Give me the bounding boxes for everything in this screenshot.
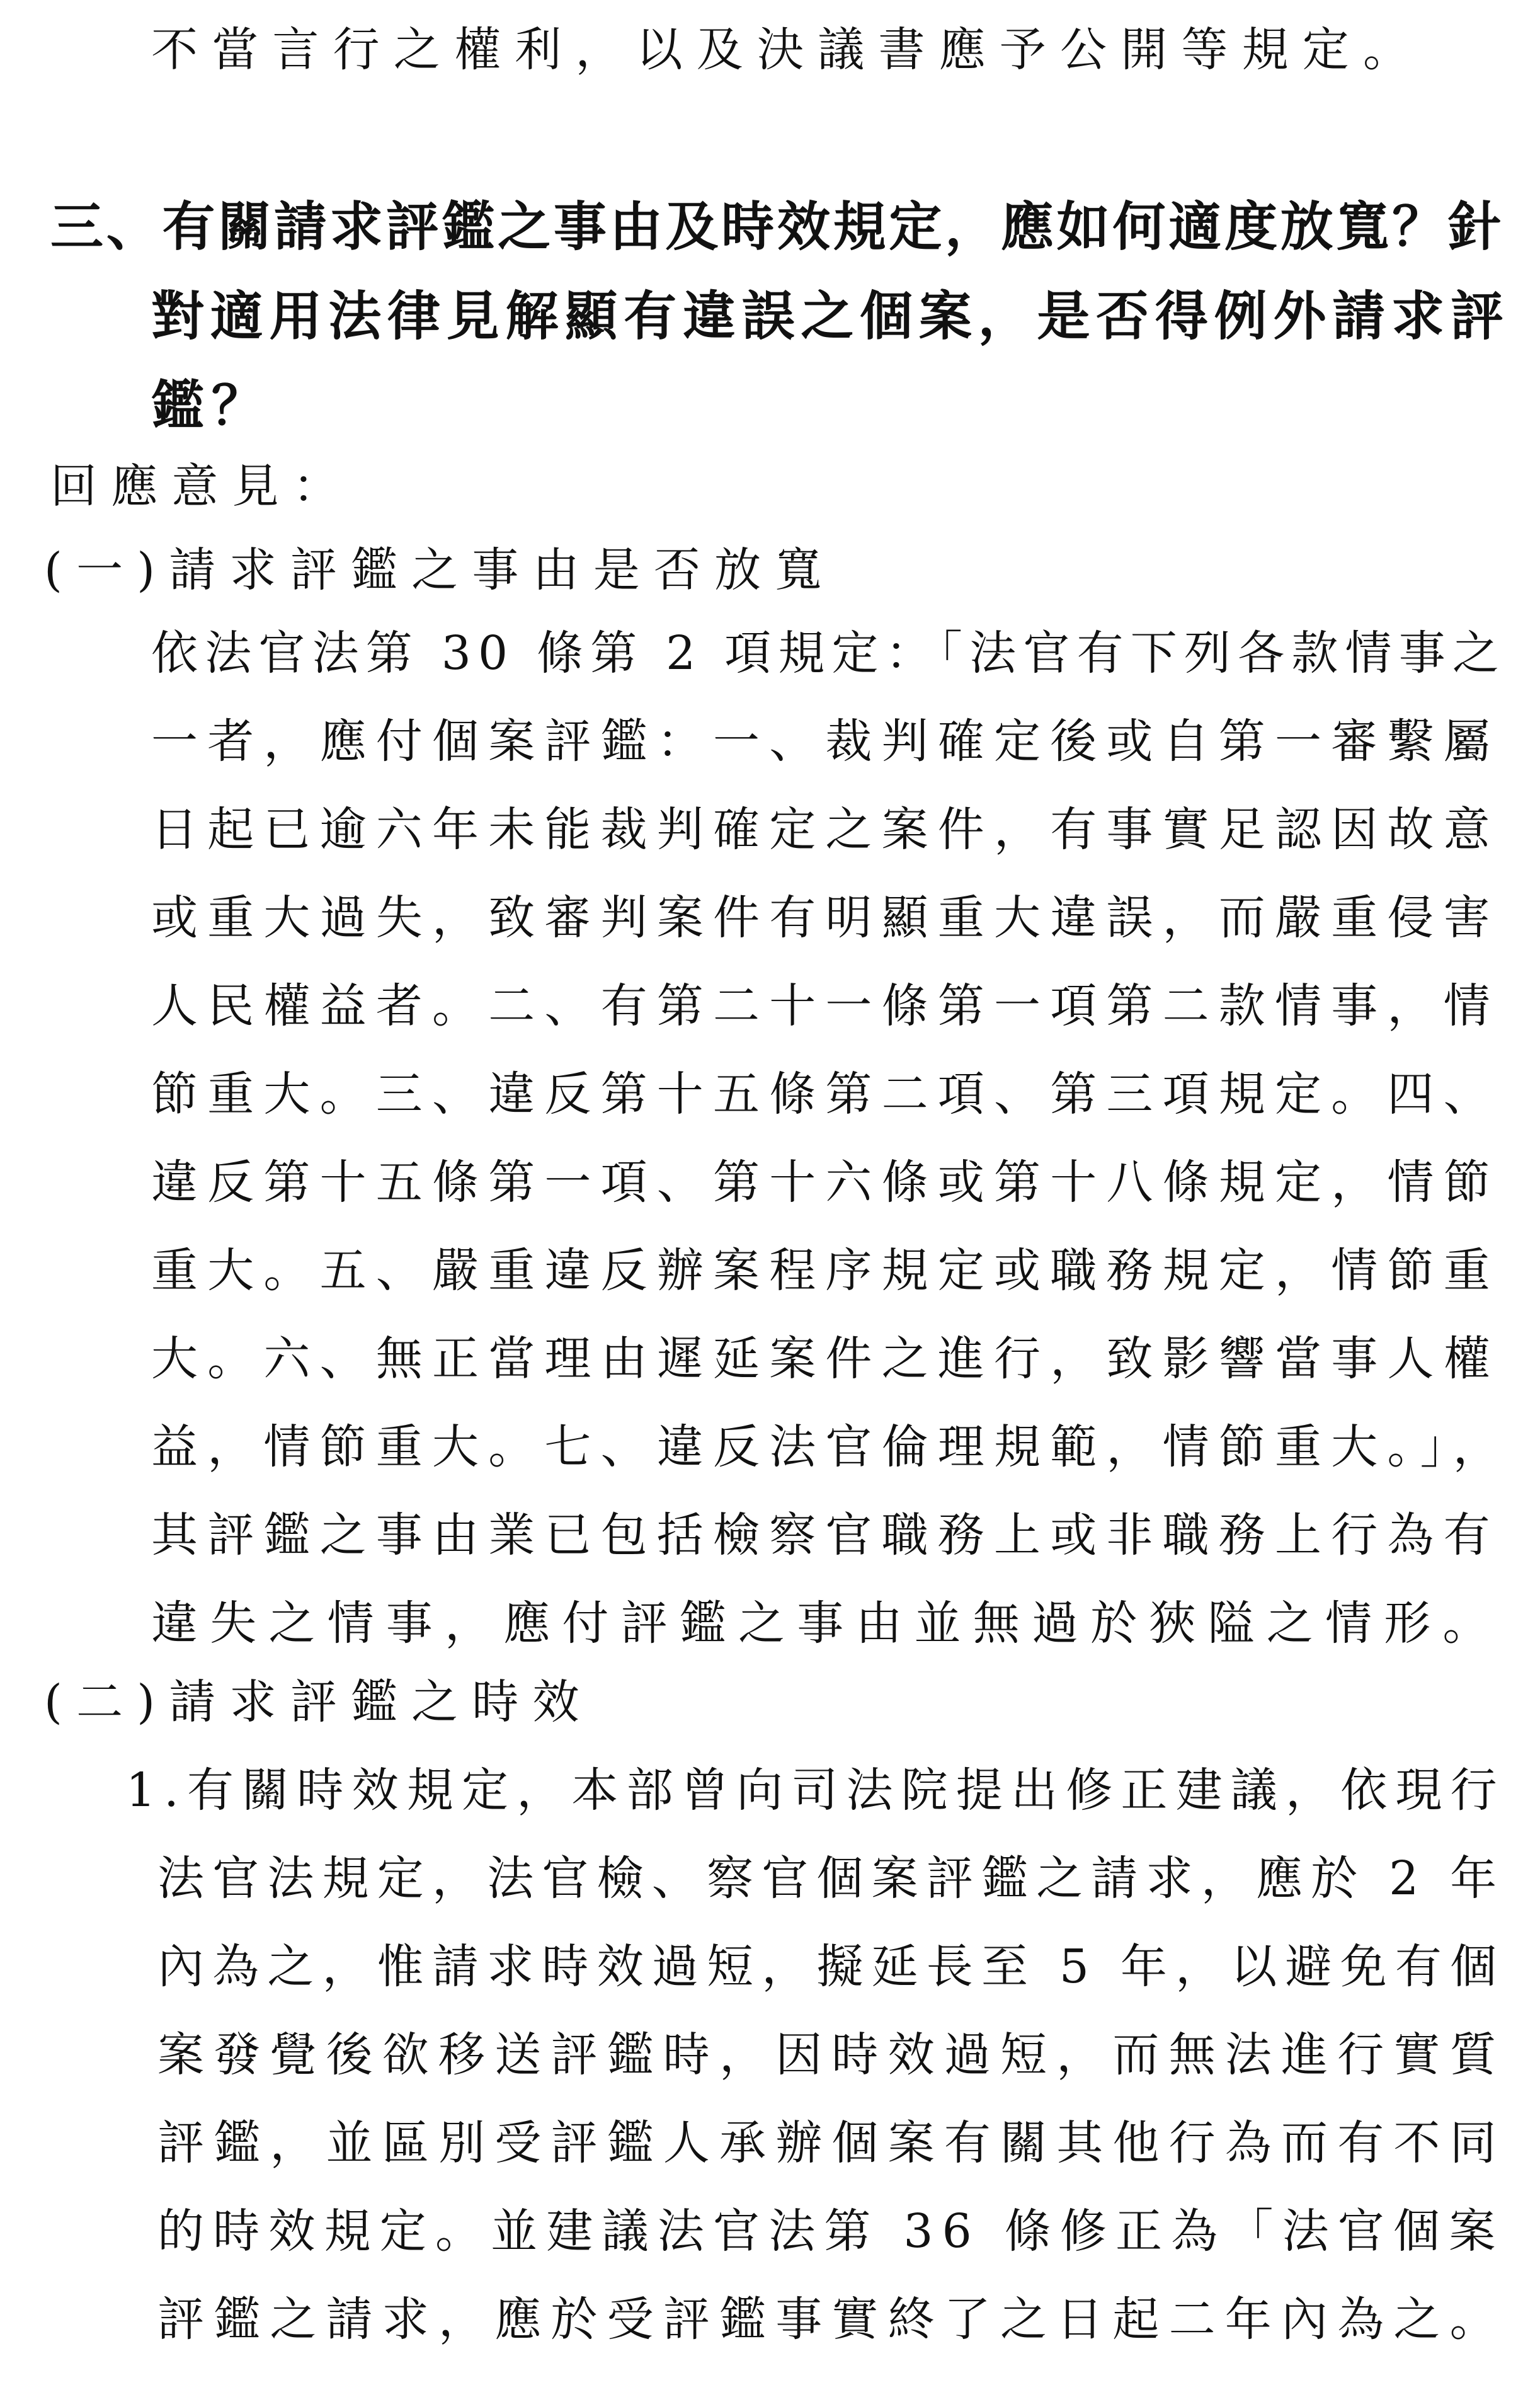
section-3-heading-line-3: 鑑？ (151, 374, 272, 437)
section-3-heading-line-1: 三、有關請求評鑑之事由及時效規定，應如何適度放寬？針 (50, 195, 1504, 258)
part-1-line: 違失之情事，應付評鑑之事由並無過於狹隘之情形。 (151, 1596, 1502, 1650)
part-1-line: 違反第十五條第一項、第十六條或第十八條規定，情節 (151, 1155, 1500, 1210)
response-label: 回應意見： (50, 459, 353, 513)
part-1-line: 或重大過失，致審判案件有明顯重大違誤，而嚴重侵害 (151, 891, 1500, 945)
part-1-line: 大。六、無正當理由遲延案件之進行，致影響當事人權 (151, 1332, 1500, 1386)
section-3-heading-line-2: 對適用法律見解顯有違誤之個案，是否得例外請求評 (151, 285, 1510, 347)
part-1-line: 節重大。三、違反第十五條第二項、第三項規定。四、 (151, 1067, 1500, 1121)
part-1-line: 人民權益者。二、有第二十一條第一項第二款情事，情 (151, 979, 1500, 1033)
part-1-line: 其評鑑之事由業已包括檢察官職務上或非職務上行為有 (151, 1508, 1500, 1562)
part-2-line: 的時效規定。並建議法官法第 36 條修正為「法官個案 (157, 2204, 1505, 2258)
part-2-line: 案發覺後欲移送評鑑時，因時效過短，而無法進行實質 (157, 2028, 1506, 2082)
part-1-line: 重大。五、嚴重違反辦案程序規定或職務規定，情節重 (151, 1244, 1500, 1298)
part-2-line: 法官法規定，法官檢、察官個案評鑑之請求，應於 2 年 (157, 1851, 1505, 1906)
part-2-heading: (二)請求評鑑之時效 (44, 1675, 593, 1729)
part-2-line: 評鑑之請求，應於受評鑑事實終了之日起二年內為之。 (157, 2292, 1506, 2347)
part-1-line: 一者，應付個案評鑑：一、裁判確定後或自第一審繫屬 (151, 714, 1500, 769)
intro-line: 不當言行之權利，以及決議書應予公開等規定。 (151, 23, 1424, 77)
part-1-line: 日起已逾六年未能裁判確定之案件，有事實足認因故意 (151, 803, 1500, 857)
part-2-line: 評鑑，並區別受評鑑人承辦個案有關其他行為而有不同 (157, 2116, 1506, 2170)
part-1-heading: (一)請求評鑑之事由是否放寬 (44, 543, 836, 597)
part-2-line: 內為之，惟請求時效過短，擬延長至 5 年，以避免有個 (157, 1940, 1505, 1994)
part-1-line: 依法官法第 30 條第 2 項規定：「法官有下列各款情事之 (151, 626, 1507, 680)
part-2-line: 1.有關時效規定，本部曾向司法院提出修正建議，依現行 (126, 1763, 1505, 1817)
part-1-line: 益，情節重大。七、違反法官倫理規範，情節重大。」， (151, 1420, 1509, 1474)
